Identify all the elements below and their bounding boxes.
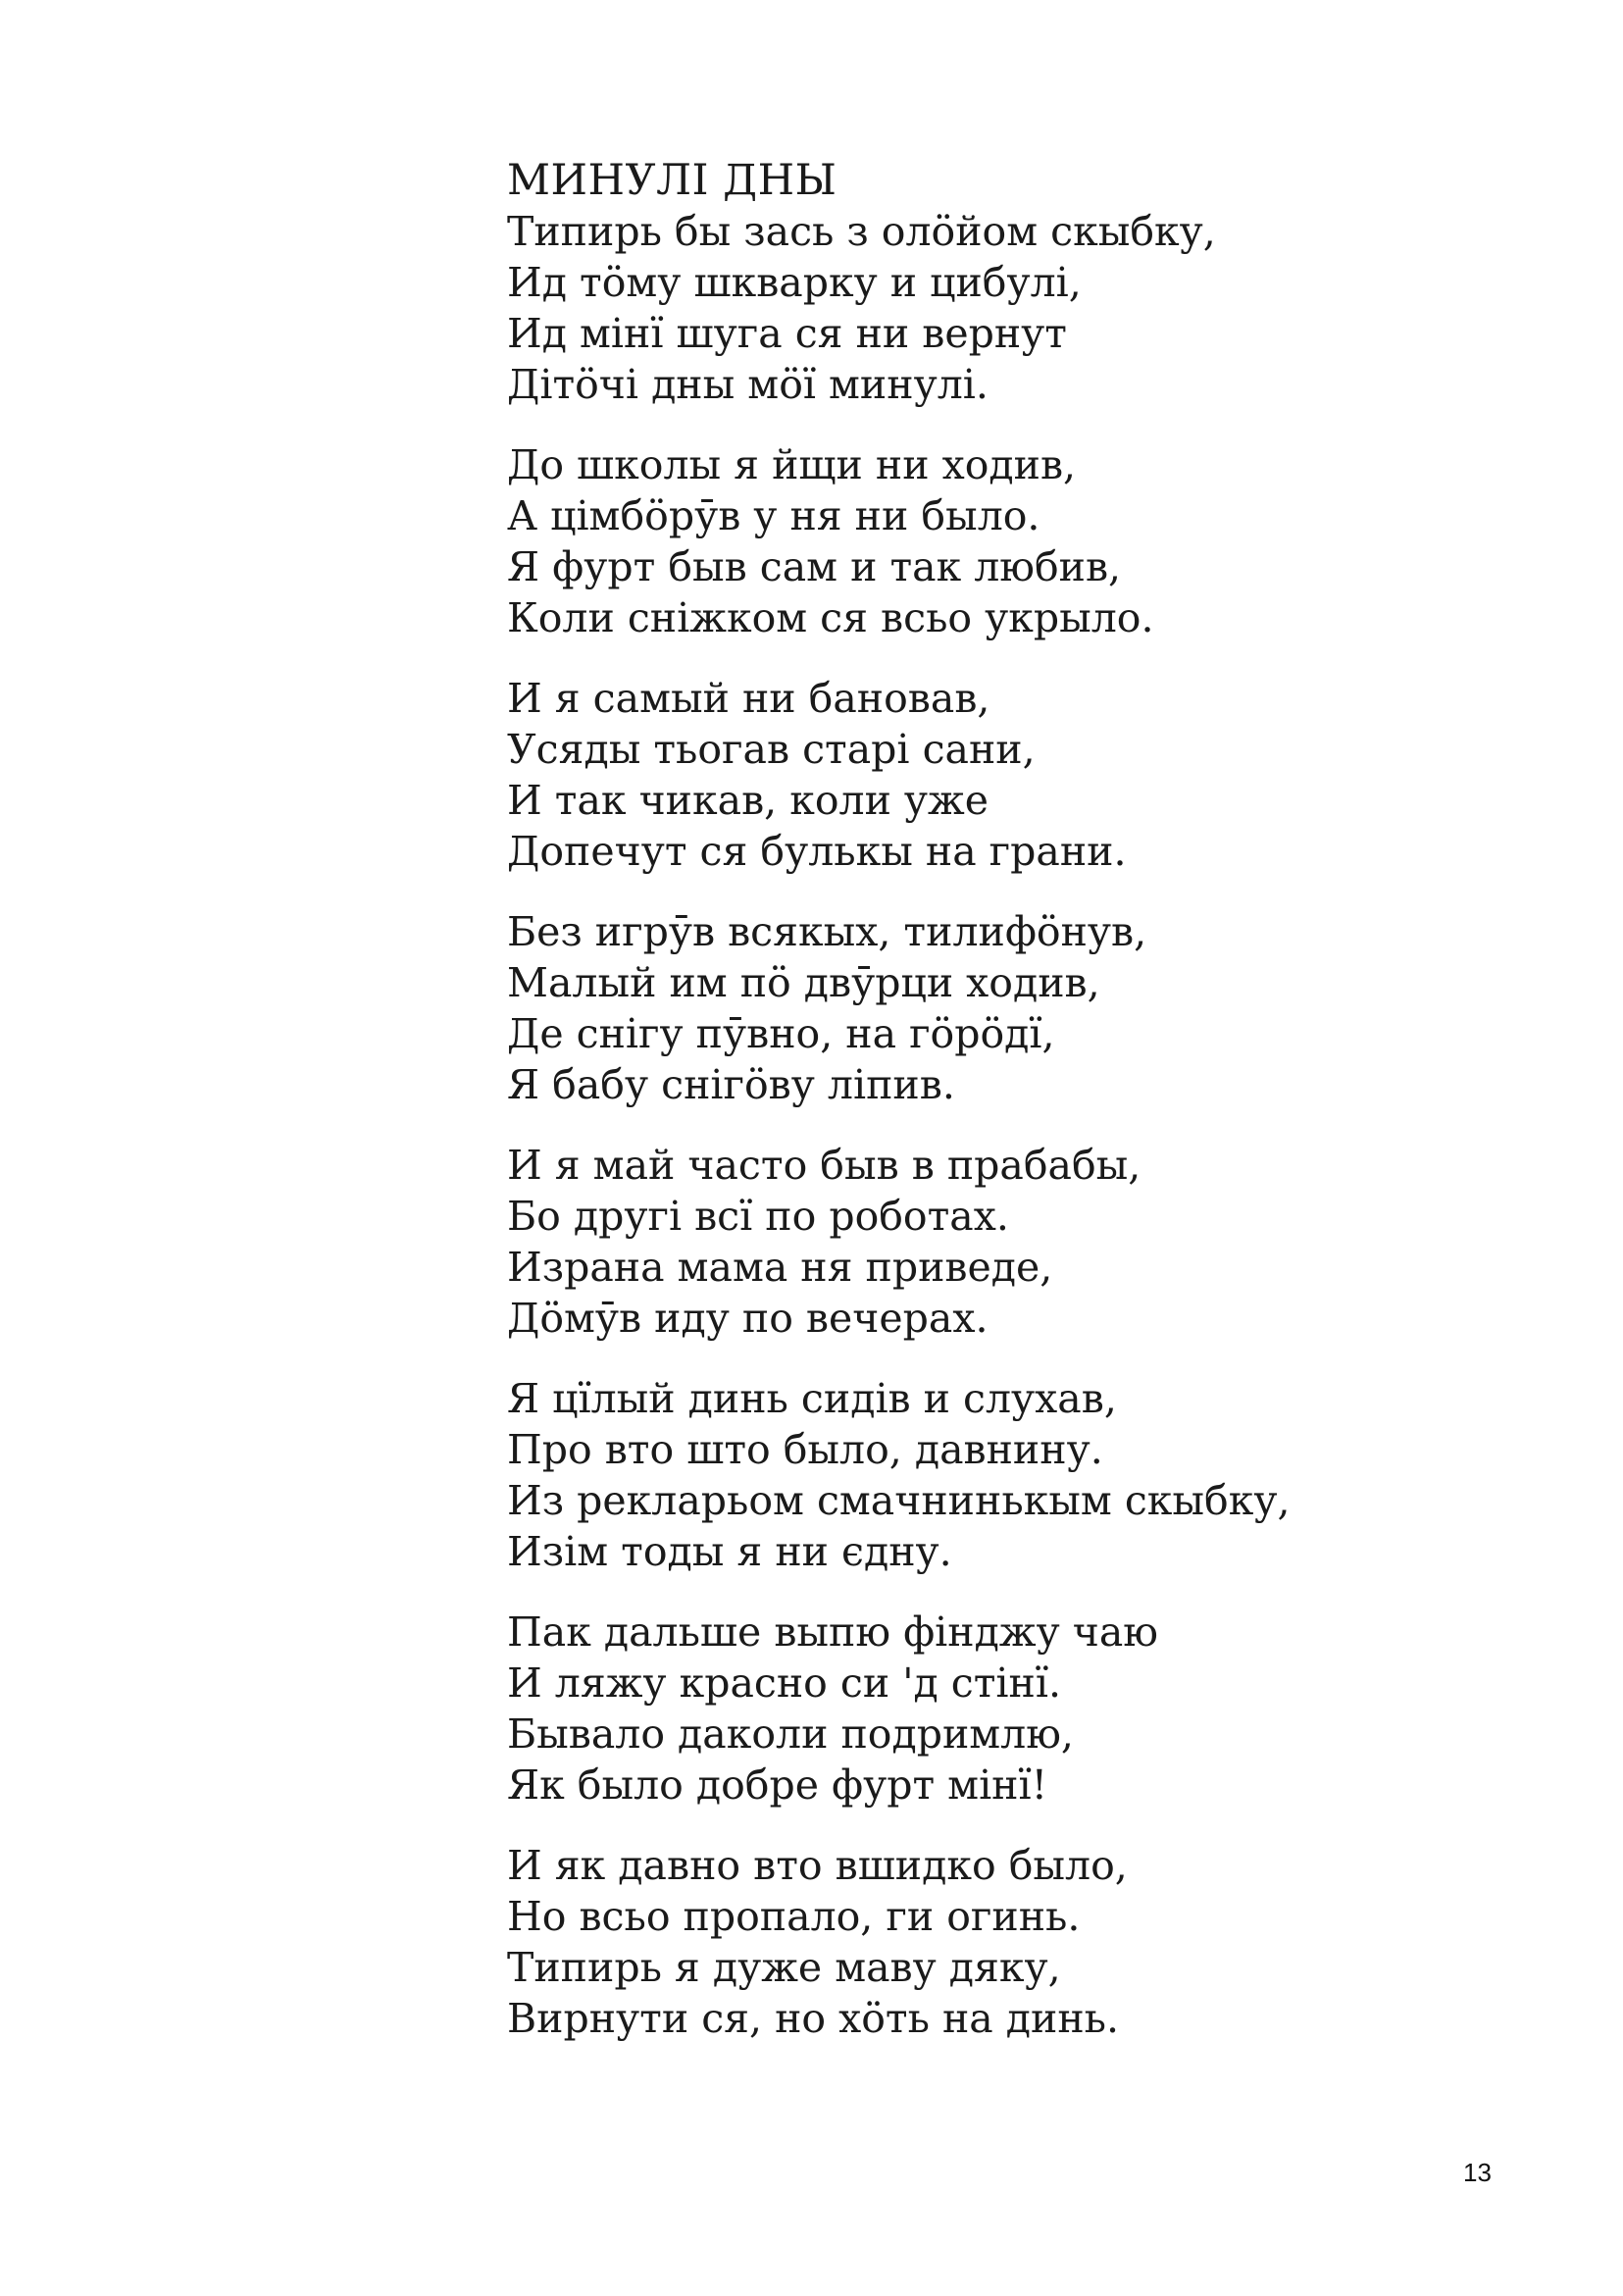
poem — [507, 155, 1390, 2073]
stanza-3 — [507, 673, 1390, 877]
poem-line: А цімбӧрӯв у ня ни было. — [507, 492, 1040, 539]
stanza-2 — [507, 439, 1390, 643]
poem-line: Типирь бы зась з олӧйом скыбку, — [507, 208, 1216, 255]
poem-line: Як было добре фурт мінї! — [507, 1761, 1048, 1809]
poem-line: И ляжу красно си 'д стінї. — [507, 1659, 1061, 1707]
poem-line: Израна мама ня приведе, — [507, 1244, 1053, 1291]
poem-line: До школы я йщи ни ходив, — [507, 441, 1077, 488]
poem-line: Бывало даколи подримлю, — [507, 1710, 1074, 1758]
poem-title: МИНУЛІ ДНЫ — [507, 156, 837, 205]
poem-line: Из рекларьом смачнинькым скыбку, — [507, 1477, 1291, 1524]
poem-line: Я фурт быв сам и так любив, — [507, 543, 1122, 590]
poem-line: Дӧмӯв иду по вечерах. — [507, 1295, 989, 1342]
poem-line: Изім тоды я ни єдну. — [507, 1528, 952, 1575]
poem-line: И як давно вто вшидко было, — [507, 1842, 1128, 1889]
stanza-4 — [507, 906, 1390, 1110]
poem-line: Без игрӯв всякых, тилифӧнув, — [507, 908, 1147, 955]
poem-line: Но всьо пропало, ги огинь. — [507, 1893, 1081, 1940]
stanza-8 — [507, 1840, 1390, 2044]
poem-line: Вирнути ся, но хӧть на динь. — [507, 1995, 1120, 2042]
stanza-7 — [507, 1607, 1390, 1811]
poem-line: И я самый ни бановав, — [507, 675, 990, 722]
poem-line: Типирь я дуже маву дяку, — [507, 1944, 1061, 1991]
poem-line: И так чикав, коли уже — [507, 777, 989, 824]
poem-line: Коли сніжком ся всьо укрыло. — [507, 594, 1154, 641]
poem-line: Бо другі всї по роботах. — [507, 1193, 1009, 1240]
poem-line: Пак дальше выпю фінджу чаю — [507, 1608, 1158, 1656]
poem-line: Допечут ся булькы на грани. — [507, 828, 1127, 875]
poem-line: Я цїлый динь сидів и слухав, — [507, 1375, 1117, 1422]
poem-line: Ид мінї шуга ся ни вернут — [507, 310, 1067, 357]
poem-line: Де снігу пӯвно, на гӧрӧдї, — [507, 1010, 1055, 1057]
page-number: 13 — [1463, 2158, 1492, 2187]
poem-line: Дітӧчі дны мӧї минулі. — [507, 361, 989, 408]
poem-line: Я бабу снігӧву ліпив. — [507, 1061, 955, 1108]
stanza-1 — [507, 206, 1390, 410]
poem-line: Ид тӧму шкварку и цибулі, — [507, 259, 1082, 306]
poem-line: Малый им пӧ двӯрци ходив, — [507, 959, 1100, 1006]
stanza-6 — [507, 1373, 1390, 1577]
stanza-5 — [507, 1140, 1390, 1344]
poem-line: Про вто што было, давнину. — [507, 1426, 1103, 1473]
poem-line: И я май часто быв в прабабы, — [507, 1142, 1141, 1189]
poem-line: Усяды тьогав старі сани, — [507, 726, 1036, 773]
